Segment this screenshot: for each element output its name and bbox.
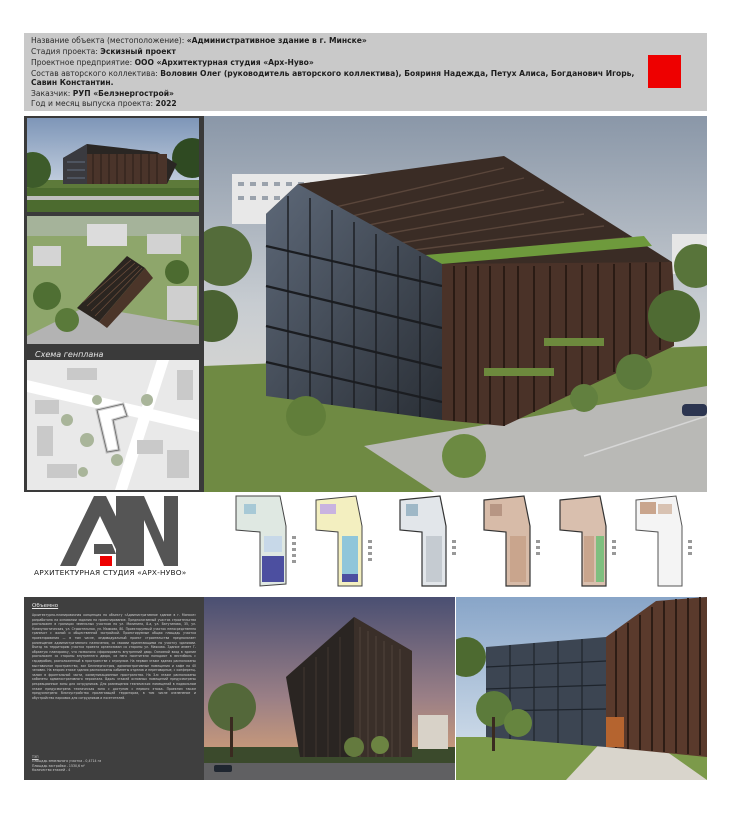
description-title: Объемно: [32, 603, 59, 609]
courtyard-render-image: [456, 597, 707, 780]
logo-caption: АРХИТЕКТУРНАЯ СТУДИЯ «АРХ-НУВО»: [34, 568, 187, 577]
client-label: Заказчик:: [31, 89, 71, 98]
accent-red-square: [648, 55, 681, 88]
team-line-2: [31, 78, 114, 88]
site-plan-panel: [27, 348, 199, 490]
site-plan-caption: Схема генплана: [35, 350, 104, 359]
year-value: 2022: [155, 99, 177, 108]
org-line: [31, 58, 314, 68]
arch-nuvo-logo-icon: [60, 496, 178, 566]
tep-block: [32, 755, 196, 773]
project-info-header: [24, 33, 707, 111]
aerial-view-2-image: [27, 216, 199, 344]
tep-line-2: Площадь застройки - 1530,6 м²: [32, 763, 85, 768]
stage-line: [31, 47, 176, 57]
object-value: «Административное здание в г. Минске»: [186, 36, 367, 45]
team-label: Состав авторского коллектива:: [31, 69, 158, 78]
floor-plans-strip: [204, 492, 707, 592]
aerial-view-1-image: [27, 118, 199, 212]
team-value-line1: Воловин Олег (руководитель авторского коллектива), Бояриня Надежда, Петух Алиса, Богданович Игорь,: [160, 69, 635, 78]
tep-title: ТЭП: [32, 755, 39, 759]
tep-line-3: Количество этажей - 4: [32, 768, 71, 773]
object-label: Название объекта (местоположение):: [31, 36, 185, 45]
client-line: [31, 89, 174, 99]
stage-label: Стадия проекта:: [31, 47, 98, 56]
stage-value: Эскизный проект: [100, 47, 176, 56]
tep-line-1: Площадь земельного участка - 0,4714 га: [32, 759, 102, 764]
description-panel: [24, 597, 204, 780]
logo-block: [24, 492, 204, 592]
client-value: РУП «Белэнергострой»: [72, 89, 174, 98]
main-render-image: [204, 116, 707, 492]
team-value-line2: Савин Константин.: [31, 78, 114, 87]
floor-plans-drawing: [204, 492, 707, 592]
year-label: Год и месяц выпуска проекта:: [31, 99, 154, 108]
object-line: [31, 36, 367, 46]
org-label: Проектное предприятие:: [31, 58, 133, 67]
year-line: [31, 99, 177, 109]
evening-render-image: [204, 597, 455, 780]
org-value: ООО «Архитектурная студия «Арх-Нуво»: [134, 58, 314, 67]
description-body: Архитектурно-планировочная концепция по объекту «Административное здание в г. Минске» разработана на основании задания на проектирование. Предполагаемый участок строительства расположен в границах земельных участков по ул. Малинина, 8-а, ул. Ватутинова, 35, ул. Коммунистическая, ул. Cтроительная, ул. Маякова, 80. Проектируемый участок непосредственно граничит с жилой и общественной застройкой. Проектируемые общая площадь участка проектирования — в том числе, индивидуальный проект строительства предполагает размещение административного назначения, со своими прилегающими по участку зданиями. Въезд на территорию участка проекта организован со стороны ул. Маякова. Здание имеет Г-образную планировку, что позволило сформировать внутренний двор. Основной вход в здание расположен со стороны внутреннего двора, из него посетители попадают в вестибюль с гардеробом, расположенный в пространстве с атриумом. На первом этаже здания расположены выставочное пространство, зал Белэнергостроя, административные помещения и кафе на 40 человек. На втором этаже здания расположены кабинеты отделов и переговорные, с конференц-залом в фронтальной части, коммуникационные пространства. На 3-м этаже расположены кабинеты административного персонала. Вдоль этажей основных помещений предусмотрены рекреационные зоны для сотрудников. Для размещения технических помещений в подвальном этаже предусмотрена техническая зона с доступом с первого этажа. Проектом также предусмотрено благоустройство прилегающей территории, в том числе озеленение и обустройство парковок для сотрудников и посетителей.: [32, 613, 196, 700]
site-plan-drawing: [27, 360, 199, 490]
team-line: [31, 69, 634, 79]
